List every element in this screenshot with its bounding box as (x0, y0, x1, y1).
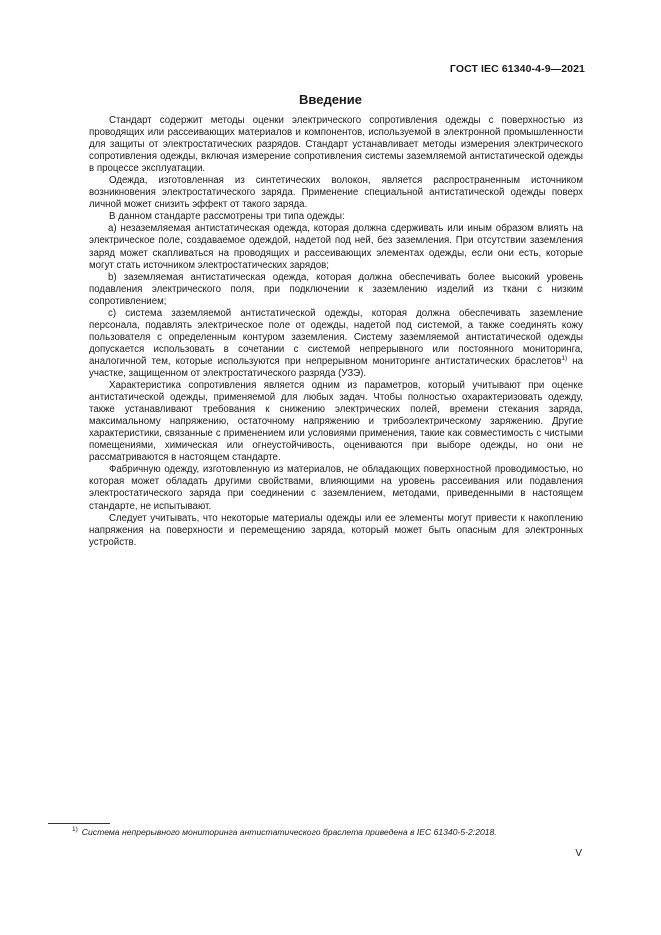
paragraph-factory-clothing: Фабричную одежду, изготовленную из материалов, не обладающих поверхностной проводимостью, но которая может обладать другими свойствами, влияющими на уровень рассеивания или подавления электростатического заряда при соединении с заземлением, методами, приведенными в настоящем стандарте, не испытывают. (89, 464, 583, 512)
paragraph-types-intro: В данном стандарте рассмотрены три типа одежды: (109, 211, 345, 223)
list-item-a: а) незаземляемая антистатическая одежда, которая должна сдерживать или иным образом влиять на электрическое поле, создаваемое одеждой, надетой под ней, без заземления. При отсутствии заземления заряд может скапливаться на проводящих и рассеивающих элементах одежды, если они есть, которые могут стать источником электростатических зарядов; (89, 223, 583, 271)
footnote-mark: 1) (72, 826, 78, 833)
footnote-reference: 1) (561, 354, 568, 362)
list-item-c-tail: на участке, защищенном от электростатического разряда (УЗЭ). (89, 355, 583, 379)
paragraph-characteristics: Характеристика сопротивления является одним из параметров, который учитывают при оценке антистатической одежды, применяемой для любых задач. Чтобы полностью охарактеризовать одежду, также устанавливают требования к снижению электрических полей, времени стекания заряда, максимальному напряжению, остаточному напряжению и трибоэлектрическому заряжению. Другие характеристики, связанные с применением или условиями применения, такие как совместимость с чистыми помещениями, химическая или огнеустойчивость, оцениваются при выборе одежды, но они не рассматриваются в настоящем стандарте. (89, 380, 583, 464)
footnote-divider (48, 823, 110, 824)
list-item-c (89, 308, 583, 380)
document-header: ГОСТ IEC 61340-4-9—2021 (449, 63, 585, 75)
paragraph-warning: Следует учитывать, что некоторые материалы одежды или ее элементы могут привести к накоплению напряжения на поверхности и перемещению заряда, который может быть опасным для электронных устройств. (89, 512, 583, 548)
page-number: V (575, 848, 582, 859)
footnote (72, 827, 592, 838)
document-body (89, 115, 583, 549)
list-item-c-text: c) система заземляемой антистатической одежды, которая должна обеспечивать заземление персонала, подавлять электрическое поле от одежды, надетой под системой, а также соединять кожу пользователя с определенным контуром заземления. Систему заземляемой антистатической одежды допускается использовать в сочетании с системой непрерывного или постоянного мониторинга, аналогичной тем, которые используются при непрерывном мониторинге антистатических браслетов (89, 307, 583, 367)
list-item-b: b) заземляемая антистатическая одежда, которая должна обеспечивать более высокий уровень подавления электрического поля, при подключении к заземлению изделий из ткани с низким сопротивлением; (89, 271, 583, 307)
footnote-text: Система непрерывного мониторинга антистатического браслета приведена в IEC 61340-5-2:2018. (81, 827, 497, 837)
paragraph-synthetic: Одежда, изготовленная из синтетических волокон, является распространенным источником возникновения электростатического заряда. Применение специальной антистатической одежды поверх личной может снизить эффект от такого заряда. (89, 175, 583, 211)
section-title: Введение (299, 92, 362, 107)
paragraph-intro: Стандарт содержит методы оценки электрического сопротивления одежды с поверхностью из проводящих или рассеивающих материалов и компонентов, используемой в электронной промышленности для защиты от электростатических разрядов. Стандарт устанавливает методы измерения электрического сопротивления одежды, включая измерение сопротивления системы заземляемой антистатической одежды в процессе эксплуатации. (89, 115, 583, 175)
